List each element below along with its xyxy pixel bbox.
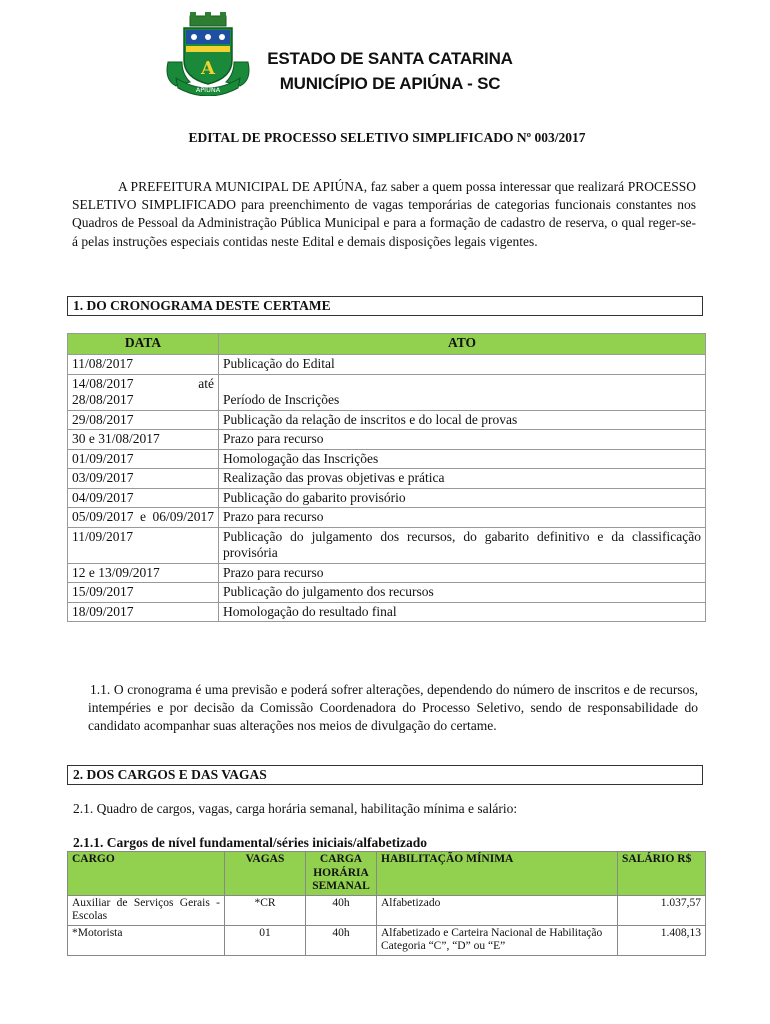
schedule-act: Homologação do resultado final — [219, 602, 706, 622]
table-row — [68, 895, 706, 925]
schedule-act: Período de Inscrições — [219, 374, 706, 410]
schedule-act: Prazo para recurso — [219, 563, 706, 583]
schedule-date: 01/09/2017 — [68, 449, 219, 469]
position-salario: 1.037,57 — [618, 895, 706, 925]
position-habilitacao: Alfabetizado e Carteira Nacional de Habilitação Categoria “C”, “D” ou “E” — [377, 925, 618, 955]
crest-ribbon-text: APIÚNA — [195, 86, 221, 94]
table-row — [68, 563, 706, 583]
schedule-act: Realização das provas objetivas e prática — [219, 469, 706, 489]
schedule-date: 04/09/2017 — [68, 488, 219, 508]
table-row — [68, 410, 706, 430]
schedule-date: 29/08/2017 — [68, 410, 219, 430]
schedule-header-row — [68, 334, 706, 355]
section1-title: 1. DO CRONOGRAMA DESTE CERTAME — [67, 296, 703, 316]
section2-paragraph: 2.1. Quadro de cargos, vagas, carga horária semanal, habilitação mínima e salário: — [73, 801, 518, 816]
schedule-act: Publicação do gabarito provisório — [219, 488, 706, 508]
table-row — [68, 602, 706, 622]
table-row — [68, 355, 706, 375]
schedule-note — [88, 681, 698, 735]
header-state: ESTADO DE SANTA CATARINA — [267, 49, 513, 68]
position-vagas: *CR — [225, 895, 306, 925]
header-municipality: MUNICÍPIO DE APIÚNA - SC — [279, 74, 501, 93]
section2-title: 2. DOS CARGOS E DAS VAGAS — [67, 765, 703, 785]
schedule-date: 03/09/2017 — [68, 469, 219, 489]
positions-header-habilitacao: HABILITAÇÃO MÍNIMA — [377, 852, 618, 896]
document-header — [240, 46, 540, 96]
schedule-act: Publicação do julgamento dos recursos, do gabarito definitivo e da classificação provisória — [219, 527, 706, 563]
schedule-note-text: 1.1. O cronograma é uma previsão e poderá sofrer alterações, dependendo do número de inscritos e de recursos, intempéries e por decisão da Comissão Coordenadora do Processo Seletivo, sendo de responsabilidade do candidato acompanhar suas alterações nos meios de divulgação do certame. — [88, 682, 698, 733]
schedule-date: 05/09/2017 e 06/09/2017 — [68, 508, 219, 528]
crest-letter: A — [201, 58, 215, 79]
table-row — [68, 430, 706, 450]
section2-subtitle: 2.1.1. Cargos de nível fundamental/séries iniciais/alfabetizado — [73, 835, 427, 850]
table-row — [68, 449, 706, 469]
intro-paragraph — [72, 178, 696, 251]
table-row — [68, 508, 706, 528]
schedule-act: Publicação da relação de inscritos e do local de provas — [219, 410, 706, 430]
position-cargo: Auxiliar de Serviços Gerais - Escolas — [68, 895, 225, 925]
schedule-act: Homologação das Inscrições — [219, 449, 706, 469]
position-cargo: *Motorista — [68, 925, 225, 955]
schedule-date: 12 e 13/09/2017 — [68, 563, 219, 583]
positions-header-vagas: VAGAS — [225, 852, 306, 896]
schedule-act: Prazo para recurso — [219, 508, 706, 528]
position-carga: 40h — [306, 925, 377, 955]
schedule-act: Publicação do julgamento dos recursos — [219, 583, 706, 603]
schedule-header-act: ATO — [219, 334, 706, 355]
schedule-date: 11/09/2017 — [68, 527, 219, 563]
positions-header-row — [68, 852, 706, 896]
position-carga: 40h — [306, 895, 377, 925]
schedule-date: 15/09/2017 — [68, 583, 219, 603]
positions-table — [67, 851, 706, 956]
intro-text: A PREFEITURA MUNICIPAL DE APIÚNA, faz saber a quem possa interessar que realizará PROCESSO SELETIVO SIMPLIFICADO para preenchimento de vagas temporárias de categorias funcionais constantes nos Quadros de Pessoal da Administração Pública Municipal e para a formação de cadastro de reserva, o qual reger-se-á pelas instruções especiais contidas neste Edital e demais disposições legais vigentes. — [72, 179, 696, 249]
position-salario: 1.408,13 — [618, 925, 706, 955]
positions-header-cargo: CARGO — [68, 852, 225, 896]
schedule-date: 18/09/2017 — [68, 602, 219, 622]
schedule-header-date: DATA — [68, 334, 219, 355]
edital-title: EDITAL DE PROCESSO SELETIVO SIMPLIFICADO Nº 003/2017 — [188, 130, 586, 145]
schedule-act: Publicação do Edital — [219, 355, 706, 375]
table-row — [68, 374, 706, 410]
table-row — [68, 469, 706, 489]
table-row — [68, 527, 706, 563]
position-habilitacao: Alfabetizado — [377, 895, 618, 925]
table-row — [68, 488, 706, 508]
positions-header-carga: CARGA HORÁRIA SEMANAL — [306, 852, 377, 896]
positions-header-salario: SALÁRIO R$ — [618, 852, 706, 896]
schedule-date: 30 e 31/08/2017 — [68, 430, 219, 450]
schedule-date: 14/08/2017 até 28/08/2017 — [68, 374, 219, 410]
schedule-act: Prazo para recurso — [219, 430, 706, 450]
table-row — [68, 583, 706, 603]
schedule-date: 11/08/2017 — [68, 355, 219, 375]
position-vagas: 01 — [225, 925, 306, 955]
table-row — [68, 925, 706, 955]
schedule-table — [67, 333, 706, 622]
